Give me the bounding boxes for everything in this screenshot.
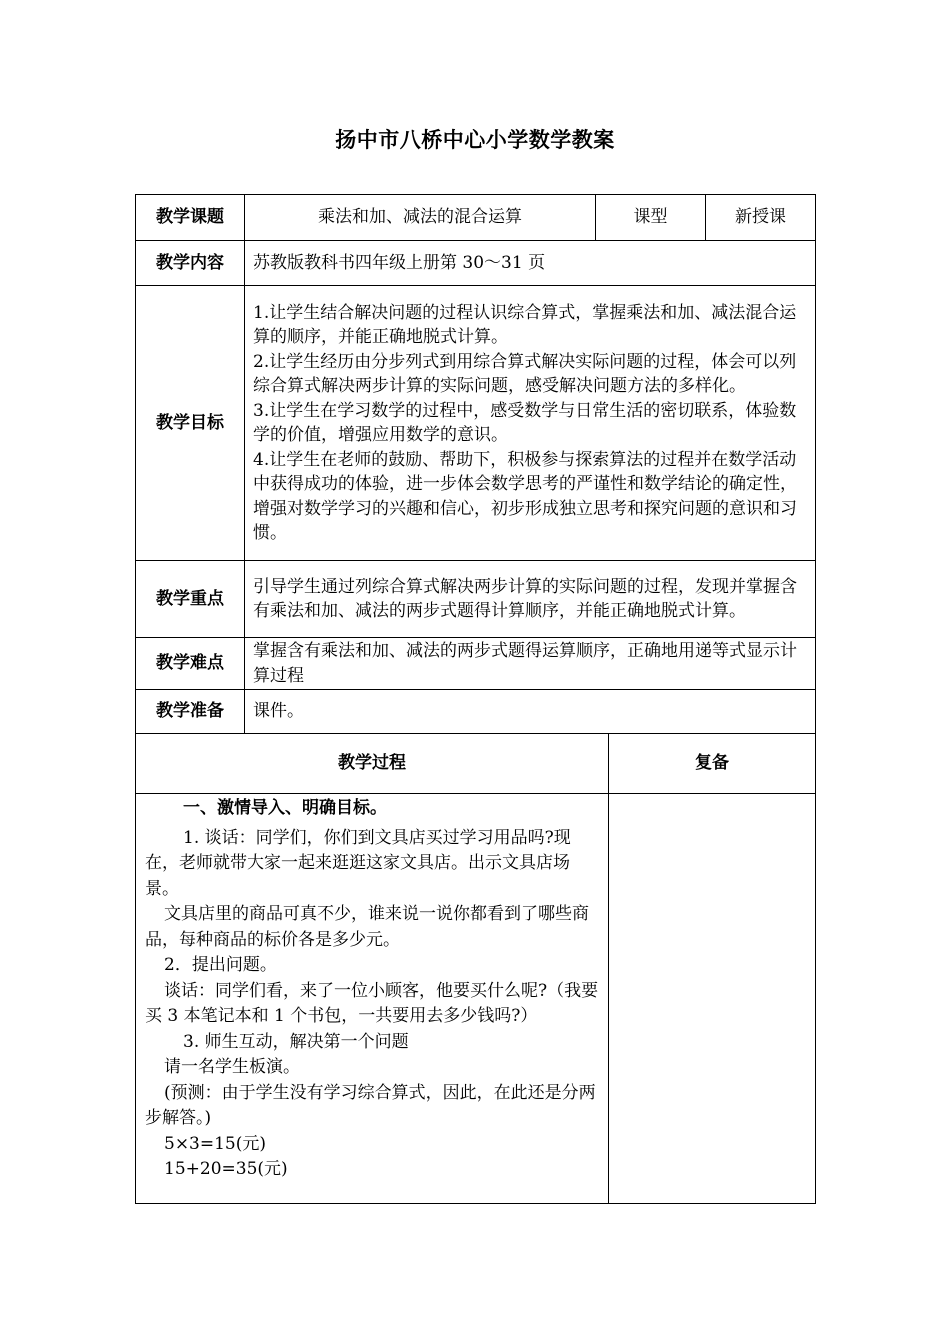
process-body-row [136, 794, 816, 1204]
content-label: 教学内容 [136, 241, 245, 286]
goal-item: 2.让学生经历由分步列式到用综合算式解决实际问题的过程，体会可以列综合算式解决两步计算的实际问题，感受解决问题方法的多样化。 [253, 351, 797, 396]
process-line: 5×3=15(元) [164, 1133, 267, 1154]
goal-item: 1.让学生结合解决问题的过程认识综合算式，掌握乘法和加、减法混合运算的顺序，并能正确地脱式计算。 [253, 302, 797, 347]
section-heading: 一、激情导入、明确目标。 [183, 798, 387, 818]
process-line: (预测：由于学生没有学习综合算式，因此，在此还是分两步解答。) [145, 1082, 596, 1128]
review-notes-cell[interactable] [609, 794, 816, 1204]
topic-value: 乘法和加、减法的混合运算 [245, 195, 596, 241]
key-value: 引导学生通过列综合算式解决两步计算的实际问题的过程，发现并掌握含有乘法和加、减法的两步式题得计算顺序，并能正确地脱式计算。 [245, 561, 816, 638]
difficulty-value: 掌握含有乘法和加、减法的两步式题得运算顺序，正确地用递等式显示计算过程 [245, 638, 816, 690]
goals-row [136, 286, 816, 561]
process-line: 3. 师生互动，解决第一个问题 [183, 1031, 409, 1052]
prep-value: 课件。 [245, 690, 816, 734]
type-value: 新授课 [706, 195, 816, 241]
page-title: 扬中市八桥中心小学数学教案 [335, 127, 615, 152]
key-label: 教学重点 [136, 561, 245, 638]
goal-item: 4.让学生在老师的鼓励、帮助下，积极参与探索算法的过程并在数学活动中获得成功的体验，进一步体会数学思考的严谨性和数学结论的确定性，增强对数学学习的兴趣和信心，初步形成独立思考和探究问题的意识和习惯。 [253, 449, 797, 543]
process-header-row [136, 734, 816, 794]
process-line: 谈话：同学们看，来了一位小顾客，他要买什么呢?（我要买 3 本笔记本和 1 个书包，一共要用去多少钱吗?） [145, 980, 599, 1026]
key-row [136, 561, 816, 638]
content-value: 苏教版教科书四年级上册第 30～31 页 [245, 241, 816, 286]
prep-row [136, 690, 816, 734]
goals-label: 教学目标 [136, 286, 245, 561]
difficulty-label: 教学难点 [136, 638, 245, 690]
prep-label: 教学准备 [136, 690, 245, 734]
process-line: 请一名学生板演。 [164, 1057, 300, 1077]
goals-cell [245, 286, 816, 561]
lesson-info-table [135, 194, 816, 734]
process-line: 文具店里的商品可真不少，谁来说一说你都看到了哪些商品，每种商品的标价各是多少元。 [145, 904, 589, 950]
teaching-process-table [135, 733, 816, 1204]
process-line: 15+20=35(元) [164, 1159, 288, 1179]
difficulty-row [136, 638, 816, 690]
process-content [136, 794, 609, 1204]
topic-row [136, 195, 816, 241]
process-line: 1. 谈话：同学们，你们到文具店买过学习用品吗?现在，老师就带大家一起来逛逛这家文具店。出示文具店场景。 [145, 827, 571, 899]
type-label: 课型 [596, 195, 706, 241]
content-row [136, 241, 816, 286]
process-header: 教学过程 [136, 734, 609, 794]
process-line: 2．提出问题。 [164, 955, 277, 975]
review-header: 复备 [609, 734, 816, 794]
goal-item: 3.让学生在学习数学的过程中，感受数学与日常生活的密切联系，体验数学的价值，增强应用数学的意识。 [253, 400, 797, 445]
topic-label: 教学课题 [136, 195, 245, 241]
